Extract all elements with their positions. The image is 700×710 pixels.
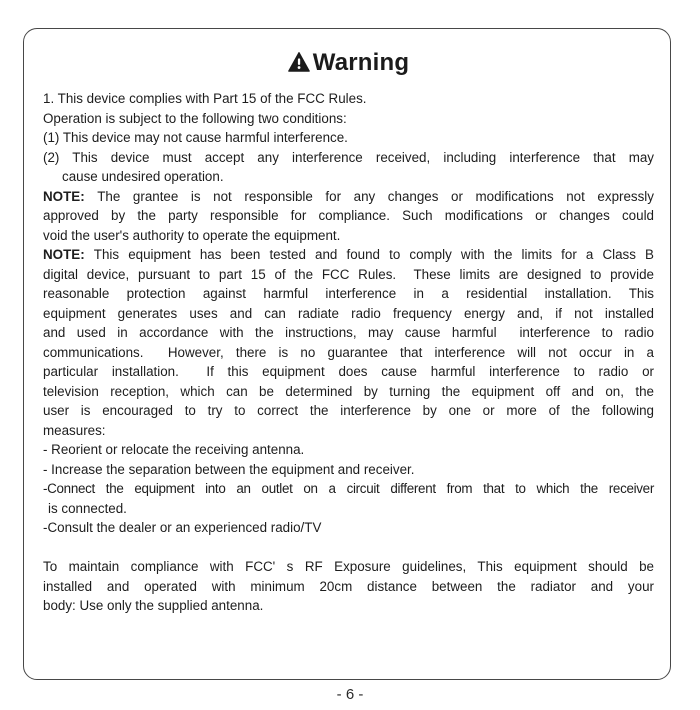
warning-title-text: Warning: [312, 49, 410, 76]
body-line: communications. However, there is no guarantee that interference will not occur in a: [43, 344, 654, 360]
body-line: NOTE: This equipment has been tested and found to comply with the limits for a Class B: [43, 247, 654, 262]
body-line: equipment generates uses and can radiate radio frequency energy and, if not installed: [43, 305, 654, 321]
body-line: body: Use only the supplied antenna.: [43, 598, 264, 613]
body-line: and used in accordance with the instructions, may cause harmful interference to radio: [43, 325, 654, 340]
body-line: void the user's authority to operate the equipment.: [43, 227, 341, 243]
warning-title: [43, 49, 654, 79]
body-line: 1. This device complies with Part 15 of the FCC Rules.: [43, 91, 367, 106]
body-line: (2) This device must accept any interference received, including interference that may: [43, 149, 654, 165]
body-line: measures:: [43, 422, 106, 438]
body-line: -Connect the equipment into an outlet on a circuit different from that to which the receiver: [43, 481, 654, 496]
body-line: NOTE: The grantee is not responsible for any changes or modifications not expressly: [43, 188, 654, 204]
body-line: installed and operated with minimum 20cm distance between the radiator and your: [43, 578, 654, 594]
body-line: cause undesired operation.: [62, 169, 224, 184]
body-line: particular installation. If this equipment does cause harmful interference to radio or: [43, 364, 654, 379]
body-line: digital device, pursuant to part 15 of the FCC Rules. These limits are designed to provide: [43, 266, 654, 282]
body-line: approved by the party responsible for compliance. Such modifications or changes could: [43, 208, 654, 223]
page-number: - 6 -: [336, 686, 364, 703]
body-line: user is encouraged to try to correct the interference by one or more of the following: [43, 403, 654, 418]
body-line: - Increase the separation between the equipment and receiver.: [43, 461, 415, 477]
body-line: television reception, which can be determined by turning the equipment off and on, the: [43, 383, 654, 399]
warning-box: [23, 28, 671, 680]
body-line: (1) This device may not cause harmful interference.: [43, 130, 348, 145]
body-line: - Reorient or relocate the receiving antenna.: [43, 442, 305, 457]
warning-body-text: [43, 89, 654, 616]
body-line: Operation is subject to the following two conditions:: [43, 110, 347, 126]
body-line: is connected.: [48, 500, 127, 516]
body-line: -Consult the dealer or an experienced radio/TV: [43, 520, 322, 535]
warning-triangle-icon: [288, 51, 310, 79]
body-line: To maintain compliance with FCC' s RF Exposure guidelines, This equipment should be: [43, 559, 654, 574]
body-line: [43, 538, 654, 558]
body-line: reasonable protection against harmful interference in a residential installation. This: [43, 286, 654, 301]
